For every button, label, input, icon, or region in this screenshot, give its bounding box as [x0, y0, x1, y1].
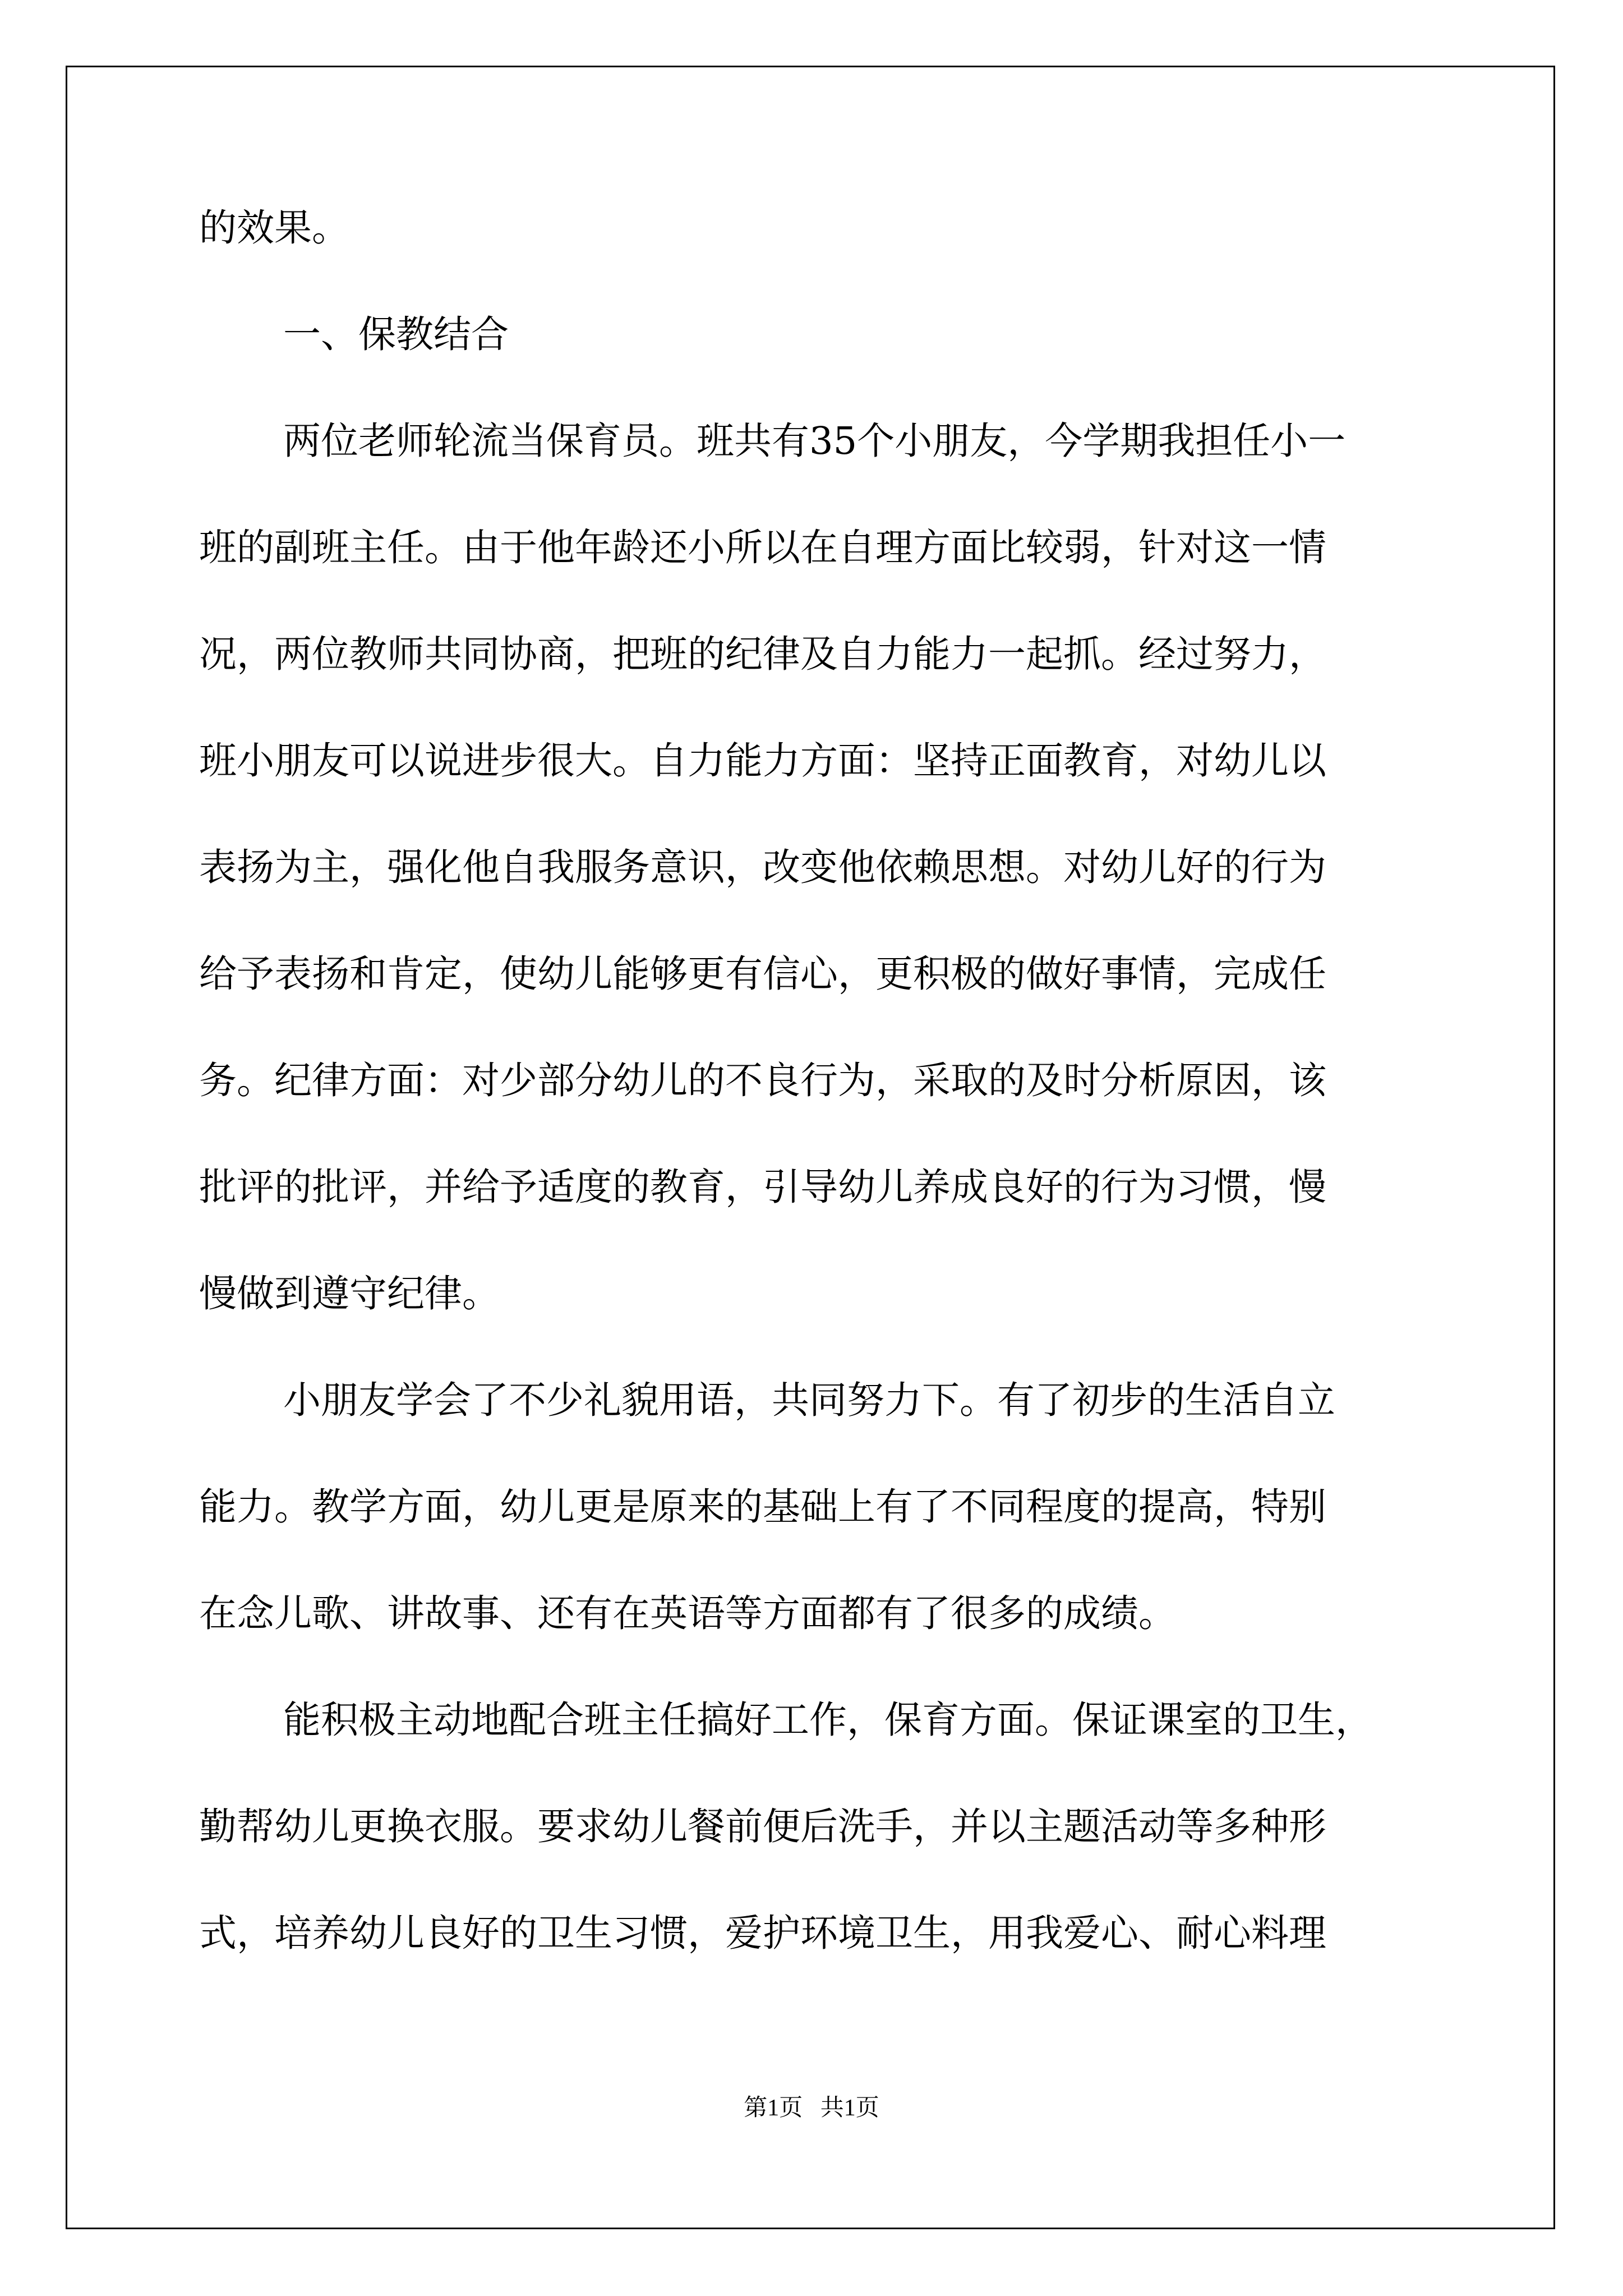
text-line: 批评的批评，并给予适度的教育，引导幼儿养成良好的行为习惯，慢: [199, 1165, 1326, 1209]
text-line: 在念儿歌、讲故事、还有在英语等方面都有了很多的成绩。: [199, 1591, 1176, 1635]
text-line: 的效果。: [199, 206, 349, 250]
text-line: 班的副班主任。由于他年龄还小所以在自理方面比较弱，针对这一情: [199, 526, 1326, 569]
section-heading: 一、保教结合: [283, 312, 509, 356]
text-line: 表扬为主，强化他自我服务意识，改变他依赖思想。对幼儿好的行为: [199, 845, 1326, 889]
text-line: 能力。教学方面，幼儿更是原来的基础上有了不同程度的提高，特别: [199, 1485, 1326, 1529]
page-footer: 第1页 共1页: [744, 2095, 879, 2121]
text-line: 两位老师轮流当保育员。班共有35个小朋友，今学期我担任小一: [283, 419, 1346, 463]
text-line: 班小朋友可以说进步很大。自力能力方面：坚持正面教育，对幼儿以: [199, 739, 1326, 783]
text-line: 小朋友学会了不少礼貌用语，共同努力下。有了初步的生活自立: [283, 1378, 1335, 1422]
text-line: 慢做到遵守纪律。: [199, 1272, 500, 1315]
text-line: 能积极主动地配合班主任搞好工作，保育方面。保证课室的卫生，: [283, 1698, 1373, 1742]
text-line: 给予表扬和肯定，使幼儿能够更有信心，更积极的做好事情，完成任: [199, 952, 1326, 996]
text-line: 况，两位教师共同协商，把班的纪律及自力能力一起抓。经过努力，: [199, 632, 1326, 676]
text-line: 式，培养幼儿良好的卫生习惯，爱护环境卫生，用我爱心、耐心料理: [199, 1911, 1326, 1955]
text-line: 务。纪律方面：对少部分幼儿的不良行为，采取的及时分析原因，该: [199, 1059, 1326, 1102]
text-line: 勤帮幼儿更换衣服。要求幼儿餐前便后洗手，并以主题活动等多种形: [199, 1805, 1326, 1848]
